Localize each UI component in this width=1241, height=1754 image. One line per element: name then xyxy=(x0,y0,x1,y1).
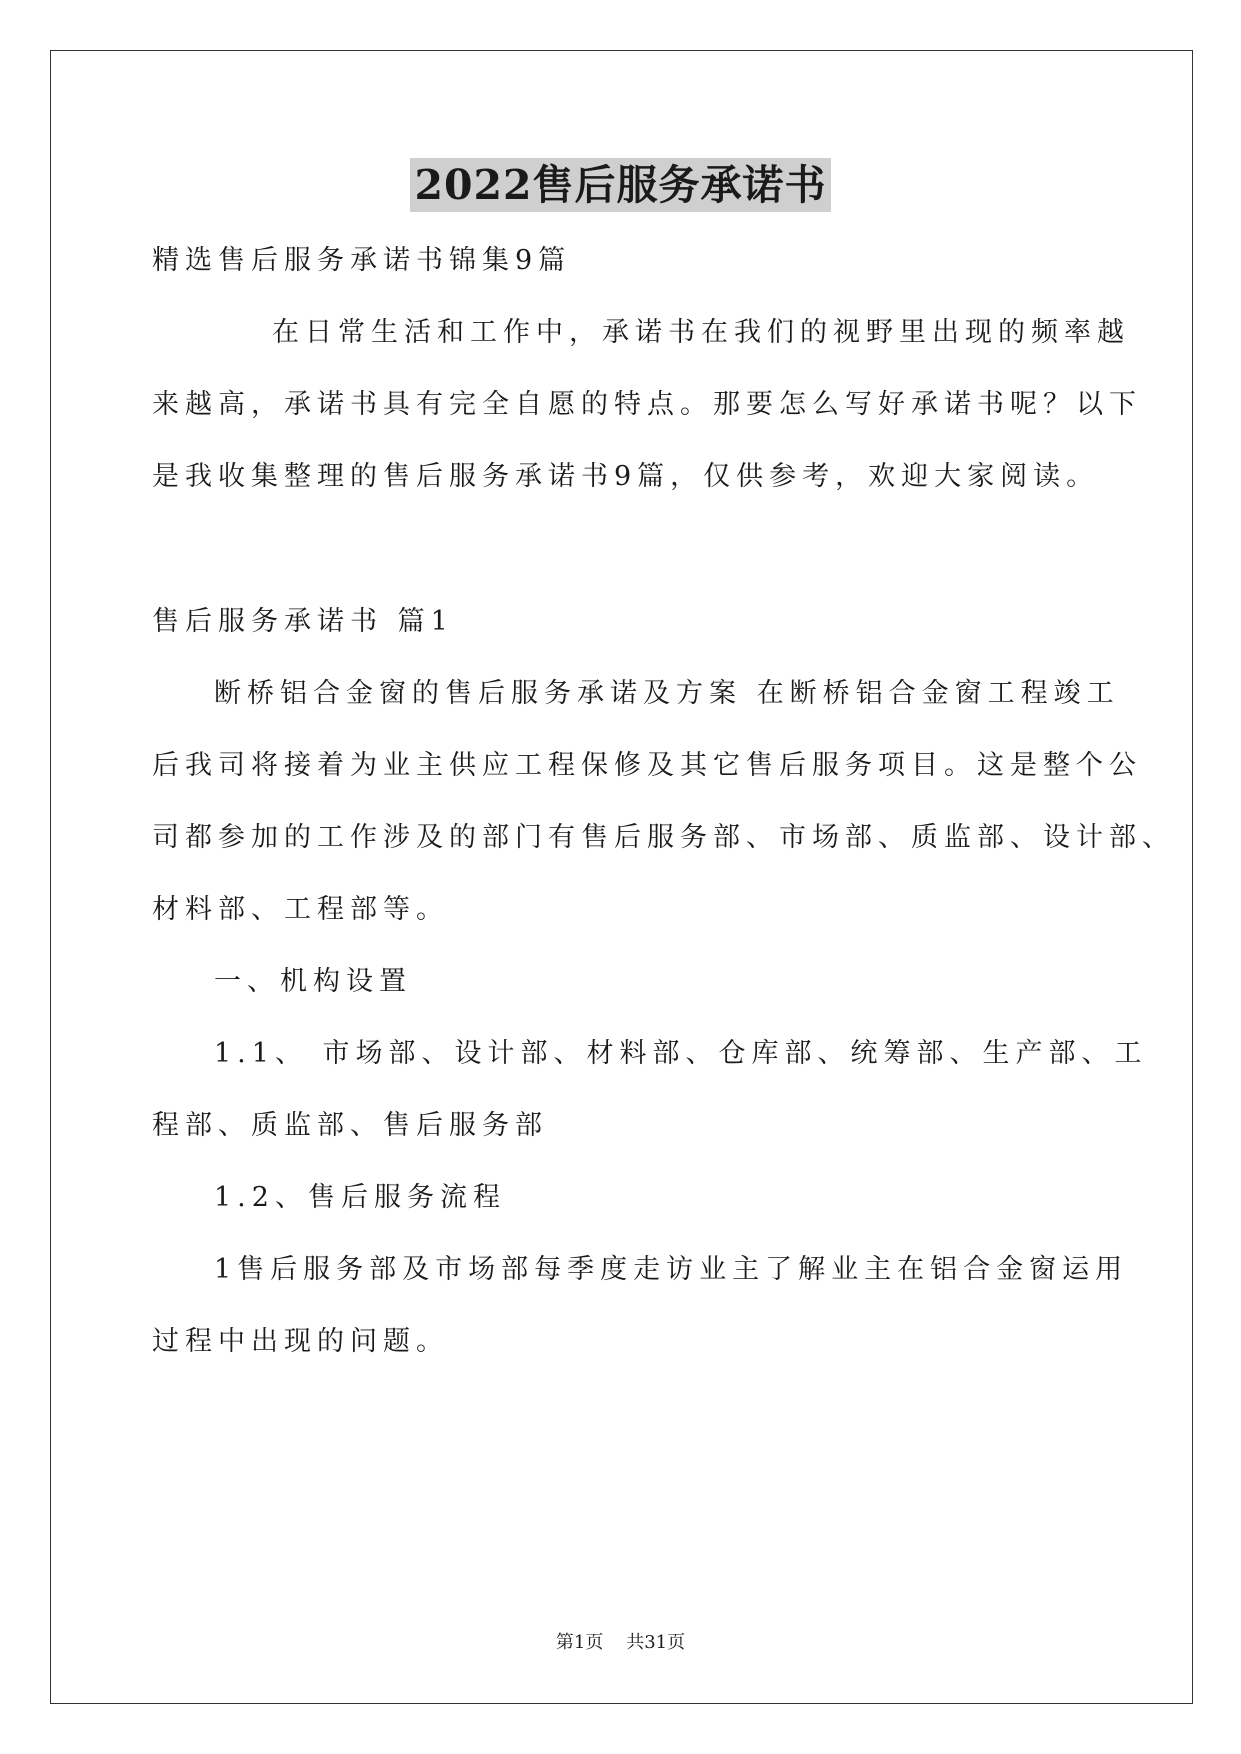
body-line-8: 1.2、售后服务流程 xyxy=(214,1182,506,1213)
document-title: 2022售后服务承诺书 xyxy=(410,158,830,212)
page-border xyxy=(50,50,1193,1704)
intro-line-1: 在日常生活和工作中，承诺书在我们的视野里出现的频率越 xyxy=(272,317,1130,348)
page-footer xyxy=(0,1631,1241,1655)
body-line-2: 后我司将接着为业主供应工程保修及其它售后服务项目。这是整个公 xyxy=(152,750,1142,781)
body-line-10: 过程中出现的问题。 xyxy=(152,1326,449,1357)
body-line-1: 断桥铝合金窗的售后服务承诺及方案 在断桥铝合金窗工程竣工 xyxy=(214,678,1120,709)
document-subtitle: 精选售后服务承诺书锦集9篇 xyxy=(152,245,572,276)
section-heading: 售后服务承诺书 篇1 xyxy=(152,606,454,637)
body-line-4: 材料部、工程部等。 xyxy=(152,894,449,925)
title-container xyxy=(0,158,1241,212)
body-line-7: 程部、质监部、售后服务部 xyxy=(152,1110,548,1141)
intro-line-3: 是我收集整理的售后服务承诺书9篇，仅供参考，欢迎大家阅读。 xyxy=(152,461,1100,492)
intro-line-2: 来越高，承诺书具有完全自愿的特点。那要怎么写好承诺书呢？以下 xyxy=(152,389,1142,420)
body-line-9: 1售后服务部及市场部每季度走访业主了解业主在铝合金窗运用 xyxy=(214,1254,1129,1285)
body-line-5: 一、机构设置 xyxy=(214,966,412,997)
page-total: 共31页 xyxy=(626,1632,686,1653)
page-number: 第1页 xyxy=(555,1632,604,1653)
body-line-6: 1.1、 市场部、设计部、材料部、仓库部、统筹部、生产部、工 xyxy=(214,1038,1148,1069)
body-line-3: 司都参加的工作涉及的部门有售后服务部、市场部、质监部、设计部、 xyxy=(152,822,1175,853)
